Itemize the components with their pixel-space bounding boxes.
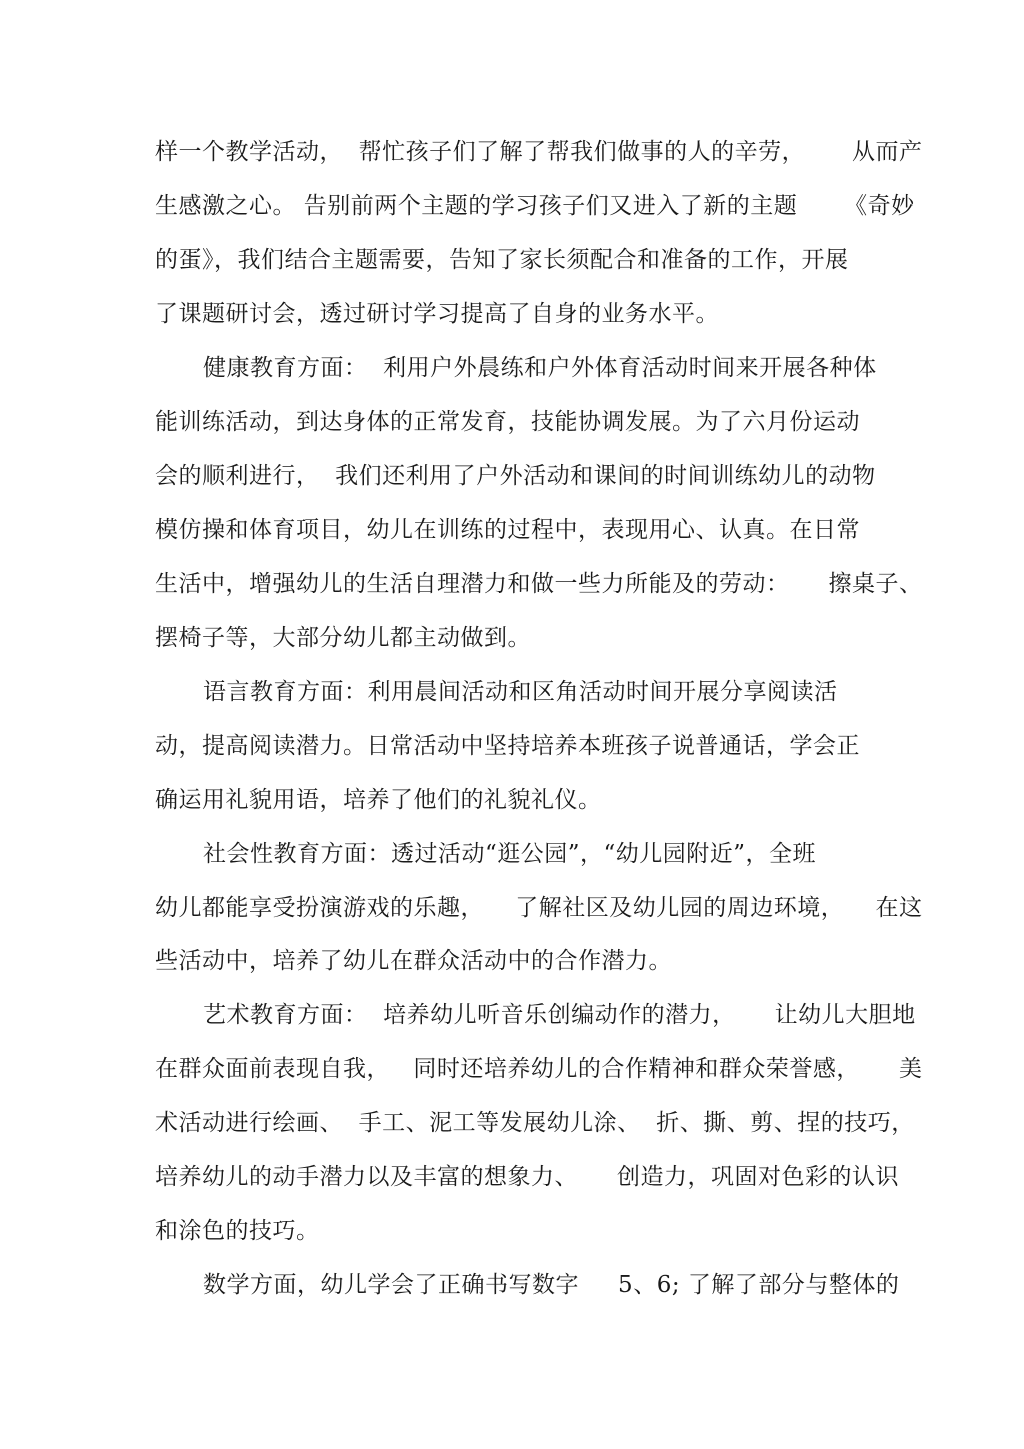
text-line: 确运用礼貌用语，培养了他们的礼貌礼仪。 bbox=[155, 787, 602, 813]
text-line: 会的顺利进行， 我们还利用了户外活动和课间的时间训练幼儿的动物 bbox=[155, 463, 876, 489]
text-line: 培养幼儿的动手潜力以及丰富的想象力、 创造力，巩固对色彩的认识 bbox=[155, 1164, 900, 1190]
text-line: 生感激之心。 告别前两个主题的学习孩子们又进入了新的主题 《奇妙 bbox=[155, 193, 915, 219]
text-line: 模仿操和体育项目，幼儿在训练的过程中，表现用心、认真。在日常 bbox=[155, 517, 860, 543]
text-line: 的蛋》，我们结合主题需要，告知了家长须配合和准备的工作，开展 bbox=[155, 247, 849, 273]
paragraph-math-first-line: 数学方面，幼儿学会了正确书写数字 5、6; 了解了部分与整体的 bbox=[203, 1272, 900, 1298]
text-line: 术活动进行绘画、 手工、泥工等发展幼儿涂、 折、撕、剪、捏的技巧， bbox=[155, 1110, 915, 1136]
text-line: 了课题研讨会，透过研讨学习提高了自身的业务水平。 bbox=[155, 301, 719, 327]
text-line: 在群众面前表现自我， 同时还培养幼儿的合作精神和群众荣誉感， 美 bbox=[155, 1056, 923, 1082]
paragraph-language-first-line: 语言教育方面：利用晨间活动和区角活动时间开展分享阅读活 bbox=[203, 679, 838, 705]
text-line: 能训练活动，到达身体的正常发育，技能协调发展。为了六月份运动 bbox=[155, 409, 860, 435]
text-line: 些活动中，培养了幼儿在群众活动中的合作潜力。 bbox=[155, 948, 672, 974]
text-line: 幼儿都能享受扮演游戏的乐趣， 了解社区及幼儿园的周边环境， 在这 bbox=[155, 895, 923, 921]
text-line: 生活中，增强幼儿的生活自理潜力和做一些力所能及的劳动： 擦桌子、 bbox=[155, 571, 923, 597]
text-line: 摆椅子等，大部分幼儿都主动做到。 bbox=[155, 625, 531, 651]
paragraph-art-first-line: 艺术教育方面： 培养幼儿听音乐创编动作的潜力， 让幼儿大胆地 bbox=[203, 1002, 916, 1028]
text-line: 样一个教学活动， 帮忙孩子们了解了帮我们做事的人的辛劳， 从而产 bbox=[155, 139, 923, 165]
paragraph-social-first-line: 社会性教育方面：透过活动“逛公园”，“幼儿园附近”，全班 bbox=[203, 841, 817, 867]
paragraph-health-first-line: 健康教育方面： 利用户外晨练和户外体育活动时间来开展各种体 bbox=[203, 355, 877, 381]
text-line: 动，提高阅读潜力。日常活动中坚持培养本班孩子说普通话，学会正 bbox=[155, 733, 860, 759]
text-line: 和涂色的技巧。 bbox=[155, 1218, 320, 1244]
